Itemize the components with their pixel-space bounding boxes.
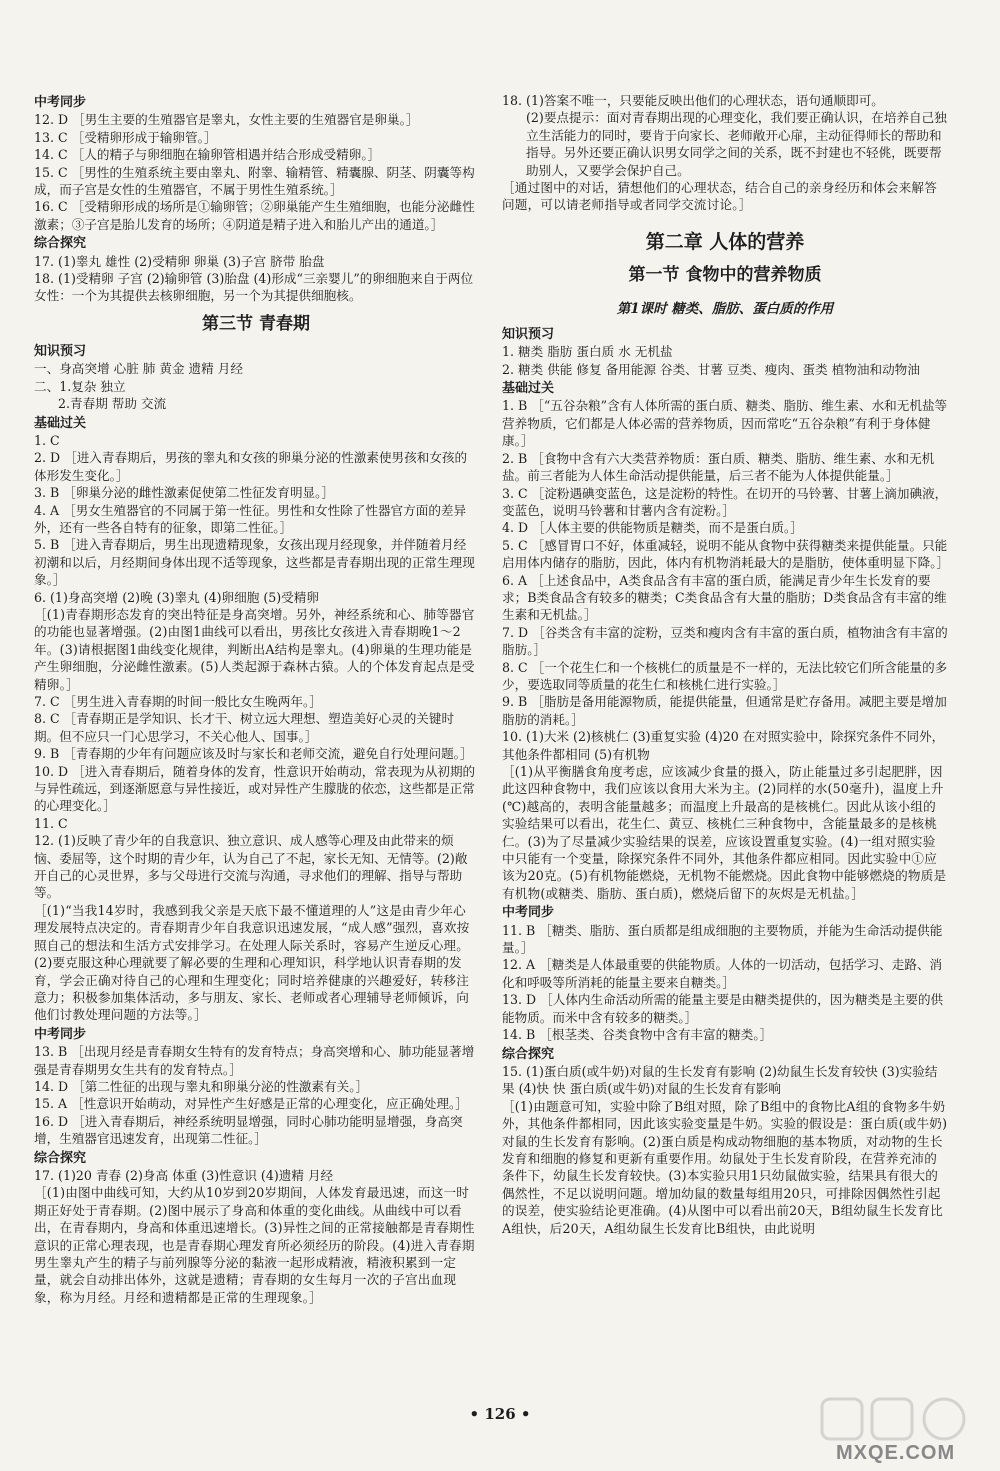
- explanation-note: ［通过图中的对话，猜想他们的心理状态，结合自己的亲身经历和体会来解答问题，可以请老师指导或者同学交流讨论。］: [502, 180, 937, 213]
- answer-item: 2. D ［进入青春期后，男孩的睾丸和女孩的卵巢分泌的性激素使男孩和女孩的体形发生变化。］: [34, 450, 468, 483]
- section-heading: 中考同步: [34, 95, 87, 110]
- section-heading: 基础过关: [502, 381, 555, 397]
- answer-item: 16. D ［进入青春期后，神经系统明显增强，同时心肺功能明显增强，身高突增，生殖器官迅速发育，出现第二性征。］: [34, 1113, 463, 1147]
- answer-item: 14. D ［第二性征的出现与睾丸和卵巢分泌的性激素有关。］: [34, 1078, 369, 1094]
- answer-item: 2. 糖类 供能 修复 备用能源 谷类、甘薯 豆类、瘦肉、蛋类 植物油和动物油: [502, 361, 920, 377]
- section-heading: 基础过关: [34, 415, 87, 431]
- answer-item: 14. C ［人的精子与卵细胞在输卵管相遇并结合形成受精卵。］: [34, 147, 381, 163]
- left-column: [34, 92, 478, 1306]
- right-column: [502, 92, 948, 1237]
- answer-item: 11. C: [34, 815, 68, 831]
- section-heading: 综合探究: [34, 1150, 87, 1166]
- section-heading: 综合探究: [502, 1046, 555, 1062]
- answer-item: 13. C ［受精卵形成于输卵管。］: [34, 129, 217, 145]
- explanation-note: ［(1)从平衡膳食角度考虑，应该减少食量的摄入，防止能量过多引起肥胖，因此这四种食物中，我们应该以食用大米为主。(2)同样的水(50毫升)，温度上升(℃)越高的，表明含能量越多；而温度上升最高的是核桃仁。因此从该小组的实验结果可以看出，花生仁、黄豆、核桃仁三种食物中，含能量最多的是核桃仁。(3)为了尽量减少实验结果的误差，应该设置重复实验。(4)一组对照实验中只能有一个变量，除探究条件不同外，其他条件都应相同。因此实验中①应该为20克。(5)有机物能燃烧，无机物不能燃烧。因此食物中能够燃烧的物质是有机物(或糖类、脂肪、蛋白质)，燃烧后留下的灰烬是无机盐。］: [502, 764, 947, 901]
- answer-item: 17. (1)睾丸 雄性 (2)受精卵 卵巢 (3)子宫 脐带 胎盘: [34, 253, 325, 269]
- answer-item: 6. A ［上述食品中，A类食品含有丰富的蛋白质，能满足青少年生长发育的要求；B类食品含有较多的糖类；C类食品含有大量的脂肪；D类食品含有丰富的维生素和无机盐。］: [502, 572, 947, 623]
- answer-item: 2.青春期 帮助 交流: [58, 396, 167, 412]
- answer-item: 13. D ［人体内生命活动所需的能量主要是由糖类提供的，因为糖类是主要的供能物质。而米中含有较多的糖类。］: [502, 992, 944, 1025]
- answer-item: 1. B ［“五谷杂粮”含有人体所需的蛋白质、糖类、脂肪、维生素、水和无机盐等营养物质，它们都是人体必需的营养物质，因而常吃“五谷杂粮”有利于身体健康。］: [502, 398, 948, 449]
- explanation-note: ［(1)由图中曲线可知，大约从10岁到20岁期间，人体发育最迅速，而这一时期正好处于青春期。(2)图中展示了身高和体重的变化曲线。从曲线中可以看出，在青春期内，身高和体重迅速增长。(3)异性之间的正常接触都是青春期性意识的正常心理表现，也是青春期心理发育所必须经历的阶段。(4)进入青春期男生睾丸产生的精子与前列腺等分泌的黏液一起形成精液，精液积累到一定量，就会自动排出体外，这就是遗精；青春期的女生每月一次的子宫出血现象，称为月经。月经和遗精都是正常的生理现象。］: [34, 1185, 475, 1305]
- answer-item: 8. C ［一个花生仁和一个核桃仁的质量是不一样的，无法比较它们所含能量的多少，要选取同等质量的花生仁和核桃仁进行实验。］: [502, 659, 948, 692]
- answer-item: 12. D ［男生主要的生殖器官是睾丸，女性主要的生殖器官是卵巢。］: [34, 112, 419, 128]
- section-heading: 知识预习: [502, 326, 555, 342]
- answer-item: 18. (1)答案不唯一，只要能反映出他们的心理状态，语句通顺即可。: [502, 93, 884, 108]
- answer-item: 3. B ［卵巢分泌的雌性激素促使第二性征发育明显。］: [34, 485, 335, 501]
- answer-item: (2)要点提示：面对青春期出现的心理变化，我们要正确认识，在培养自己独立生活能力的同时，要肯于向家长、老师敞开心扉，主动征得师长的帮助和指导。另外还要正确认识男女同学之间的关系，既不封建也不轻佻，既要帮助别人，又要学会保护自己。: [526, 110, 947, 178]
- answer-item: 15. (1)蛋白质(或牛奶)对鼠的生长发育有影响 (2)幼鼠生长发育较快 (3)实验结果 (4)快 快 蛋白质(或牛奶)对鼠的生长发育有影响: [502, 1063, 938, 1097]
- answer-item: 3. C ［淀粉遇碘变蓝色，这是淀粉的特性。在切开的马铃薯、甘薯上滴加碘液，变蓝色，说明马铃薯和甘薯内含有淀粉。］: [502, 485, 948, 518]
- section-heading: 知识预习: [34, 343, 87, 359]
- answer-item: 18. (1)受精卵 子宫 (2)输卵管 (3)胎盘 (4)形成“三亲婴儿”的卵细胞来自于两位女性：一个为其提供去核卵细胞，另一个为其提供细胞核。: [34, 271, 474, 304]
- answer-item: 1. C: [34, 432, 60, 448]
- explanation-note: ［(1)“当我14岁时，我感到我父亲是天底下最不懂道理的人”这是由青少年心理发展特点决定的。青春期青少年自我意识迅速发展，“成人感”强烈，喜欢按照自己的想法和生活方式安排学习。在处理人际关系时，容易产生逆反心理。(2)要克服这种心理就要了解必要的生理和心理知识，科学地认识青春期的发育，学会正确对待自己的心理和生理变化；同时培养健康的兴趣爱好，转移注意力；积极参加集体活动，多与朋友、家长、老师或者心理辅导老师倾诉，向他们讨教处理问题的方法等。］: [34, 902, 470, 1023]
- answer-item: 13. B ［出现月经是青春期女生特有的发育特点；身高突增和心、肺功能显著增强是青春期男女生共有的发育特点。］: [34, 1044, 475, 1077]
- answer-item: 8. C ［青春期正是学知识、长才干、树立远大理想、塑造美好心灵的关键时期。但不应只一门心思学习，不关心他人、国事。］: [34, 711, 455, 744]
- answer-item: 1. 糖类 脂肪 蛋白质 水 无机盐: [502, 344, 673, 360]
- answer-item: 11. B ［糖类、脂肪、蛋白质都是组成细胞的主要物质，并能为生命活动提供能量。］: [502, 922, 943, 956]
- answer-item: 10. D ［进入青春期后，随着身体的发育，性意识开始萌动，常表现为从初期的与异性疏远，到逐渐愿意与异性接近，或对异性产生朦胧的依恋，这些都是正常的心理变化。］: [34, 763, 476, 814]
- answer-item: 14. B ［根茎类、谷类食物中含有丰富的糖类。］: [502, 1027, 773, 1043]
- answer-item: 9. B ［脂肪是备用能源物质，能提供能量，但通常是贮存备用。减肥主要是增加脂肪的消耗。］: [502, 694, 947, 727]
- answer-item: 17. (1)20 青春 (2)身高 体重 (3)性意识 (4)遗精 月经: [34, 1167, 334, 1183]
- answer-item: 4. D ［人体主要的供能物质是糖类，而不是蛋白质。］: [502, 520, 803, 536]
- answer-item: 5. B ［进入青春期后，男生出现遗精现象，女孩出现月经现象，并伴随着月经初潮和以后，月经期间身体出现不适等现象，这些都是青春期出现的正常生理现象。］: [34, 537, 475, 588]
- explanation-note: ［(1)由题意可知，实验中除了B组对照，除了B组中的食物比A组的食物多牛奶外，其他条件都相同，因此该实验变量是牛奶。实验的假设是：蛋白质(或牛奶)对鼠的生长发育有影响。(2)蛋白质是构成动物细胞的基本物质，对动物的生长发育和细胞的修复和更新有重要作用。幼鼠处于生长发育阶段，在营养充沛的条件下，幼鼠生长发育较快。(3)本实验只用1只幼鼠做实验，结果具有很大的偶然性，不足以说明问题。增加幼鼠的数量每组用20只，可排除因偶然性引起的误差，使实验结论更准确。(4)从图中可以看出前20天，B组幼鼠生长发育比A组快，后20天，A组幼鼠生长发育比B组快，由此说明: [502, 1098, 948, 1236]
- answer-item: 15. C ［男性的生殖系统主要由睾丸、附睾、输精管、精囊腺、阴茎、阴囊等构成，而子宫是女性的生殖器官，不属于男性生殖系统。］: [34, 164, 475, 198]
- lesson-title: 第1课时 糖类、脂肪、蛋白质的作用: [616, 300, 834, 317]
- answer-item: 二、1.复杂 独立: [34, 378, 126, 394]
- section-title: 第三节 青春期: [202, 313, 310, 334]
- answer-item: 7. D ［谷类含有丰富的淀粉，豆类和瘦肉含有丰富的蛋白质，植物油含有丰富的脂肪。］: [502, 624, 948, 658]
- answer-item: 16. C ［受精卵形成的场所是①输卵管；②卵巢能产生生殖细胞，也能分泌雌性激素；③子宫是胎儿发育的场所；④阴道是精子进入和胎儿产出的通道。］: [34, 199, 475, 232]
- section-heading: 中考同步: [34, 1026, 87, 1042]
- watermark-text: MXQE.COM: [836, 1442, 956, 1464]
- explanation-note: ［(1)青春期形态发育的突出特征是身高突增。另外，神经系统和心、肺等器官的功能也显著增强。(2)由图1曲线可以看出，男孩比女孩进入青春期晚1～2年。(3)请根据图1曲线变化规律，判断出A结构是睾丸。(4)卵巢的生理功能是产生卵细胞，分泌雌性激素。(5)人类起源于森林古猿。人的个体发育起点是受精卵。］: [34, 606, 475, 692]
- section-heading: 中考同步: [502, 905, 555, 921]
- answer-item: 15. A ［性意识开始萌动，对异性产生好感是正常的心理变化，应正确处理。］: [34, 1096, 468, 1112]
- section-title: 第一节 食物中的营养物质: [628, 264, 822, 285]
- answer-item: 12. A ［糖类是人体最重要的供能物质。人体的一切活动，包括学习、走路、消化和呼吸等所消耗的能量主要来自糖类。］: [502, 957, 943, 990]
- answer-item: 9. B ［青春期的少年有问题应该及时与家长和老师交流，避免自行处理问题。］: [34, 746, 473, 762]
- answer-item: 10. (1)大米 (2)核桃仁 (3)重复实验 (4)20 在对照实验中，除探究条件不同外，其他条件都相同 (5)有机物: [502, 729, 945, 762]
- section-heading: 综合探究: [34, 236, 87, 252]
- page-number: • 126 •: [469, 1405, 531, 1423]
- answer-item: 4. A ［男女生殖器官的不同属于第一性征。男性和女性除了性器官方面的差异外，还有一些各自特有的征象，即第二性征。］: [34, 502, 467, 535]
- answer-item: 2. B ［食物中含有六大类营养物质：蛋白质、糖类、脂肪、维生素、水和无机盐。前三者能为人体生命活动提供能量，后三者不能为人体提供能量。］: [502, 450, 935, 484]
- answer-item: 5. C ［感冒胃口不好，体重减轻，说明不能从食物中获得糖类来提供能量。只能启用体内储存的脂肪，因此，体内有机物消耗最大的是脂肪，使体重明显下降。］: [502, 537, 950, 571]
- answer-item: 6. (1)身高突增 (2)晚 (3)睾丸 (4)卵细胞 (5)受精卵: [34, 589, 319, 605]
- answer-item: 一、身高突增 心脏 肺 黄金 遗精 月经: [34, 361, 243, 377]
- answer-item: 7. C ［男生进入青春期的时间一般比女生晚两年。］: [34, 694, 322, 709]
- chapter-title: 第二章 人体的营养: [645, 230, 805, 253]
- answer-item: 12. (1)反映了青少年的自我意识、独立意识、成人感等心理及由此带来的烦恼、委屈等，这个时期的青少年，认为自己了不起，家长无知、无情等。(2)敞开自己的心灵世界，多与父母进行交流与沟通，寻求他们的理解、指导与帮助等。: [34, 833, 468, 901]
